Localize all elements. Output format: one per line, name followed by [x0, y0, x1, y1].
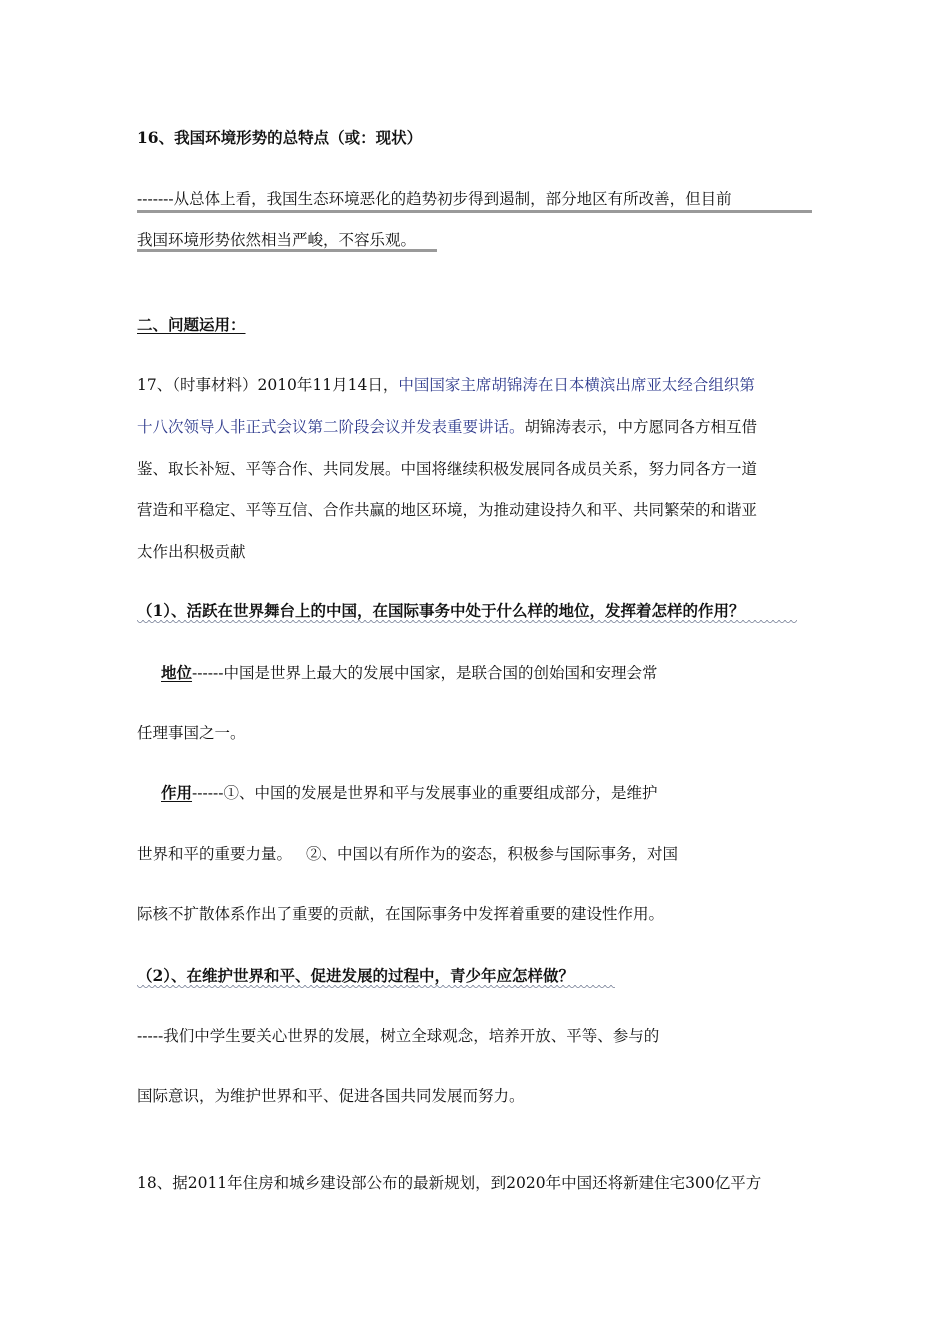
- sub2-text-1: 我们中学生要关心世界的发展，树立全球观念，培养开放、平等、参与的: [163, 1027, 660, 1045]
- q17-line-4: 营造和平稳定、平等互信、合作共赢的地区环境，为推动建设持久和平、共同繁荣的和谐亚: [137, 501, 758, 519]
- q16-underline-1: [137, 210, 812, 213]
- status-label: 地位: [161, 663, 193, 682]
- section2-heading: 二、问题运用：: [137, 315, 246, 334]
- sub2-dashes: -----: [137, 1027, 164, 1045]
- q17-line-3: 鉴、取长补短、平等合作、共同发展。中国将继续积极发展同各成员关系，努力同各方一道: [137, 460, 758, 478]
- q16-answer-line-2: 我国环境形势依然相当严峻，不容乐观。: [137, 231, 417, 249]
- q17-sub2-answer-line-2: 国际意识，为维护世界和平、促进各国共同发展而努力。: [137, 1087, 525, 1105]
- q17-rest-text-2: 胡锦涛表示，中方愿同各方相互借: [524, 418, 758, 436]
- q17-line-1: [137, 375, 755, 395]
- role-dashes: ------: [192, 784, 224, 802]
- q17-status-line-2: 任理事国之一。: [137, 724, 246, 742]
- status-dashes: ------: [192, 664, 224, 682]
- q16-dashes: -------: [137, 190, 174, 208]
- q17-sub2-answer-line-1: [137, 1026, 659, 1046]
- q17-role-line-1: [137, 783, 657, 803]
- q16-answer-text-1: 从总体上看，我国生态环境恶化的趋势初步得到遏制，部分地区有所改善，但目前: [173, 190, 732, 208]
- q17-line-2: [137, 417, 757, 437]
- q17-role-line-3: 际核不扩散体系作出了重要的贡献，在国际事务中发挥着重要的建设性作用。: [137, 905, 665, 923]
- q18-line-1: 18、据2011年住房和城乡建设部公布的最新规划，到2020年中国还将新建住宅300亿平方: [137, 1174, 762, 1192]
- q17-status-line-1: [137, 663, 657, 683]
- q17-sub2-wavy-underline: [137, 985, 615, 989]
- q17-role-line-2: [137, 844, 678, 864]
- q17-sub1-question: （1）、活跃在世界舞台上的中国，在国际事务中处于什么样的地位，发挥着怎样的作用？: [137, 601, 745, 620]
- q17-line-5: 太作出积极贡献: [137, 543, 246, 561]
- q16-answer-line-1: [137, 189, 732, 209]
- q17-sub2-question: （2）、在维护世界和平、促进发展的过程中，青少年应怎样做？: [137, 966, 575, 985]
- q17-blue-text-2: 十八次领导人非正式会议第二阶段会议并发表重要讲话。: [137, 418, 525, 436]
- status-text-1: 中国是世界上最大的发展中国家，是联合国的创始国和安理会常: [223, 664, 658, 682]
- role-text-1: ①、中国的发展是世界和平与发展事业的重要组成部分，是维护: [223, 784, 658, 802]
- q16-title: 16、我国环境形势的总特点（或：现状）: [137, 128, 423, 147]
- q17-sub1-wavy-underline: [137, 620, 797, 624]
- q17-blue-text-1: 中国国家主席胡锦涛在日本横滨出席亚太经合组织第: [398, 376, 755, 394]
- role-label: 作用: [161, 783, 193, 802]
- q16-underline-2: [137, 249, 437, 252]
- role-text-2b: ②、中国以有所作为的姿态，积极参与国际事务，对国: [306, 845, 679, 863]
- role-text-2a: 世界和平的重要力量。: [137, 845, 293, 863]
- q17-prefix: 17、（时事材料）2010年11月14日，: [137, 376, 399, 394]
